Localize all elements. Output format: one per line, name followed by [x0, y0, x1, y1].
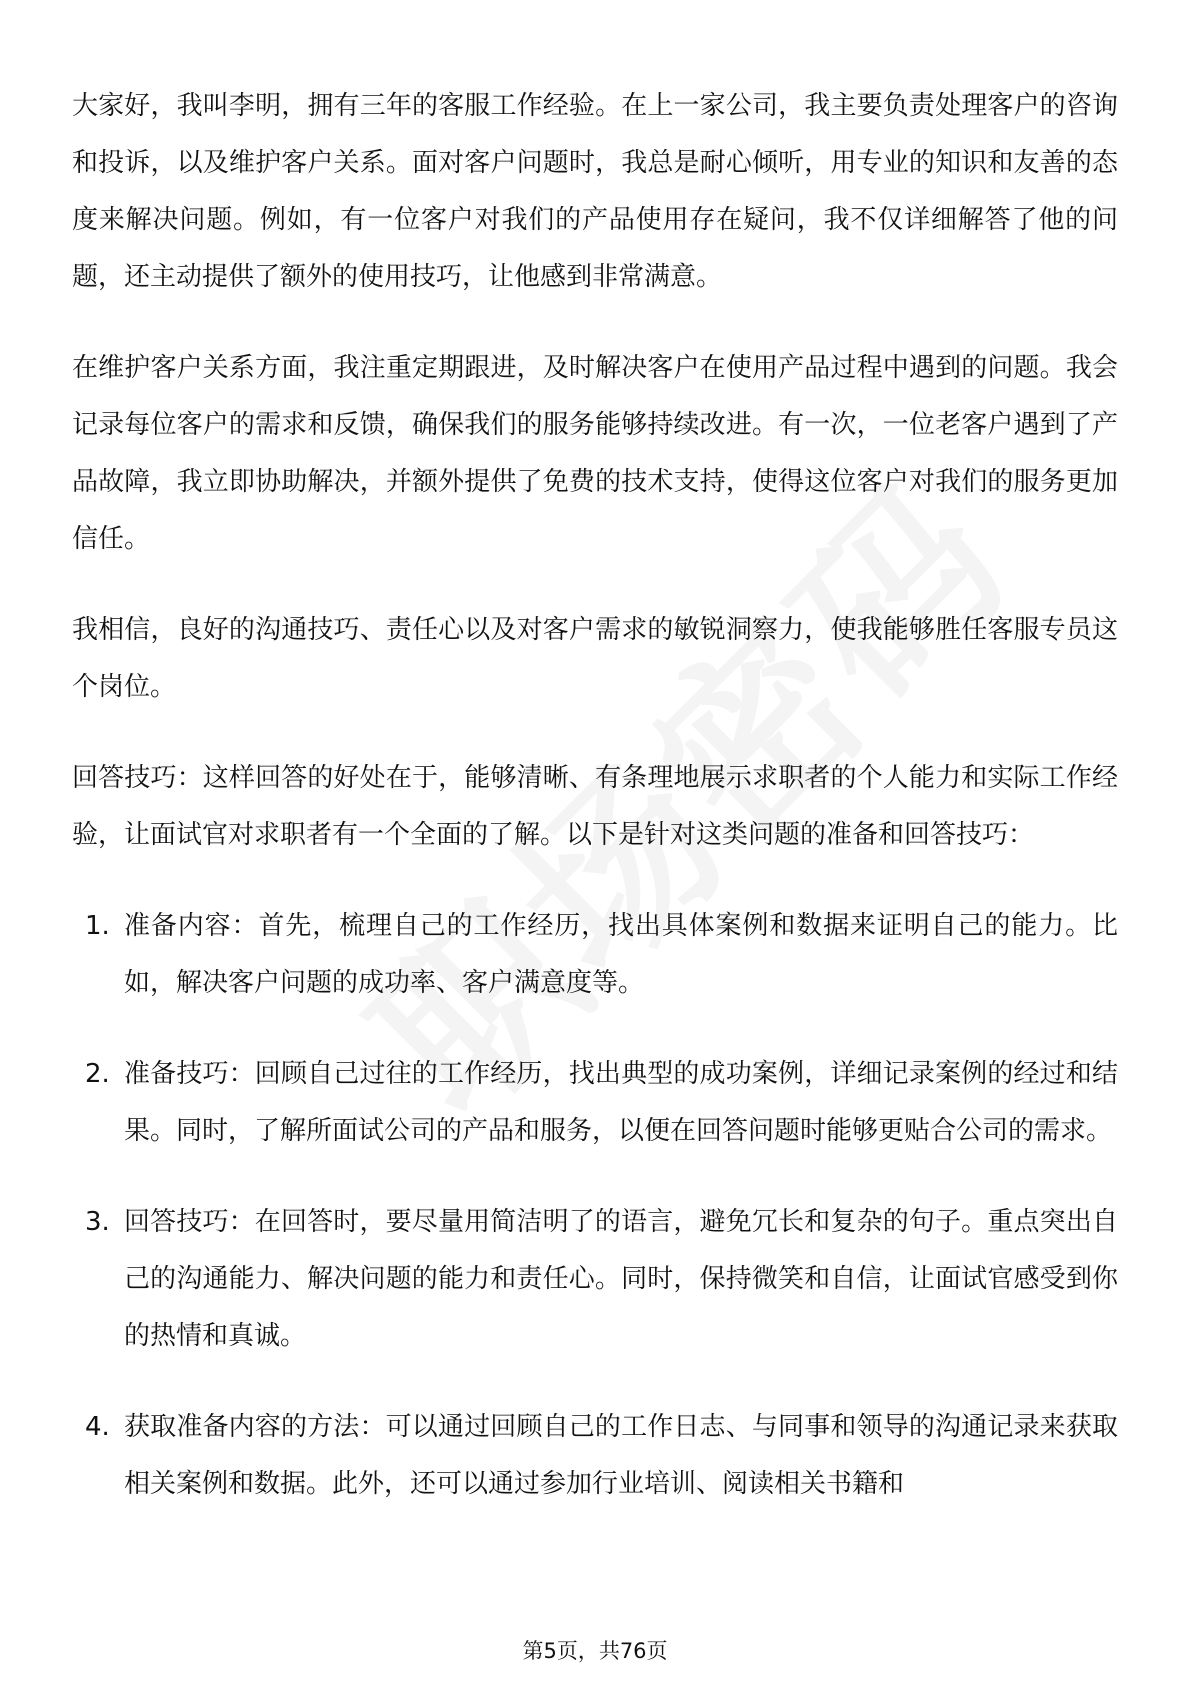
list-item-number: 1.	[85, 911, 110, 941]
list-item-number: 2.	[85, 1059, 110, 1089]
tips-list	[72, 898, 1118, 1513]
paragraph-intro: 大家好，我叫李明，拥有三年的客服工作经验。在上一家公司，我主要负责处理客户的咨询和投诉，以及维护客户关系。面对客户问题时，我总是耐心倾听，用专业的知识和友善的态度来解决问题。例如，有一位客户对我们的产品使用存在疑问，我不仅详细解答了他的问题，还主动提供了额外的使用技巧，让他感到非常满意。	[72, 91, 1118, 292]
page-footer	[0, 1636, 1190, 1666]
paragraph-conclusion: 我相信，良好的沟通技巧、责任心以及对客户需求的敏锐洞察力，使我能够胜任客服专员这个岗位。	[72, 615, 1118, 702]
list-item	[72, 1194, 1118, 1365]
list-item-number: 4.	[85, 1412, 110, 1442]
page-number-label: 第5页，共76页	[522, 1639, 668, 1663]
paragraph-answer-tips: 回答技巧：这样回答的好处在于，能够清晰、有条理地展示求职者的个人能力和实际工作经验，让面试官对求职者有一个全面的了解。以下是针对这类问题的准备和回答技巧：	[72, 763, 1118, 850]
list-item-text: 获取准备内容的方法：可以通过回顾自己的工作日志、与同事和领导的沟通记录来获取相关案例和数据。此外，还可以通过参加行业培训、阅读相关书籍和	[124, 1412, 1118, 1499]
list-item-text: 准备内容：首先，梳理自己的工作经历，找出具体案例和数据来证明自己的能力。比如，解决客户问题的成功率、客户满意度等。	[124, 911, 1118, 998]
list-item-text: 回答技巧：在回答时，要尽量用简洁明了的语言，避免冗长和复杂的句子。重点突出自己的沟通能力、解决问题的能力和责任心。同时，保持微笑和自信，让面试官感受到你的热情和真诚。	[124, 1207, 1118, 1351]
list-item	[72, 898, 1118, 1012]
document-body	[72, 78, 1118, 1547]
paragraph-customer-relations: 在维护客户关系方面，我注重定期跟进，及时解决客户在使用产品过程中遇到的问题。我会记录每位客户的需求和反馈，确保我们的服务能够持续改进。有一次，一位老客户遇到了产品故障，我立即协助解决，并额外提供了免费的技术支持，使得这位客户对我们的服务更加信任。	[72, 353, 1118, 554]
list-item	[72, 1046, 1118, 1160]
list-item-text: 准备技巧：回顾自己过往的工作经历，找出典型的成功案例，详细记录案例的经过和结果。同时，了解所面试公司的产品和服务，以便在回答问题时能够更贴合公司的需求。	[124, 1059, 1118, 1146]
list-item-number: 3.	[85, 1207, 110, 1237]
list-item	[72, 1399, 1118, 1513]
